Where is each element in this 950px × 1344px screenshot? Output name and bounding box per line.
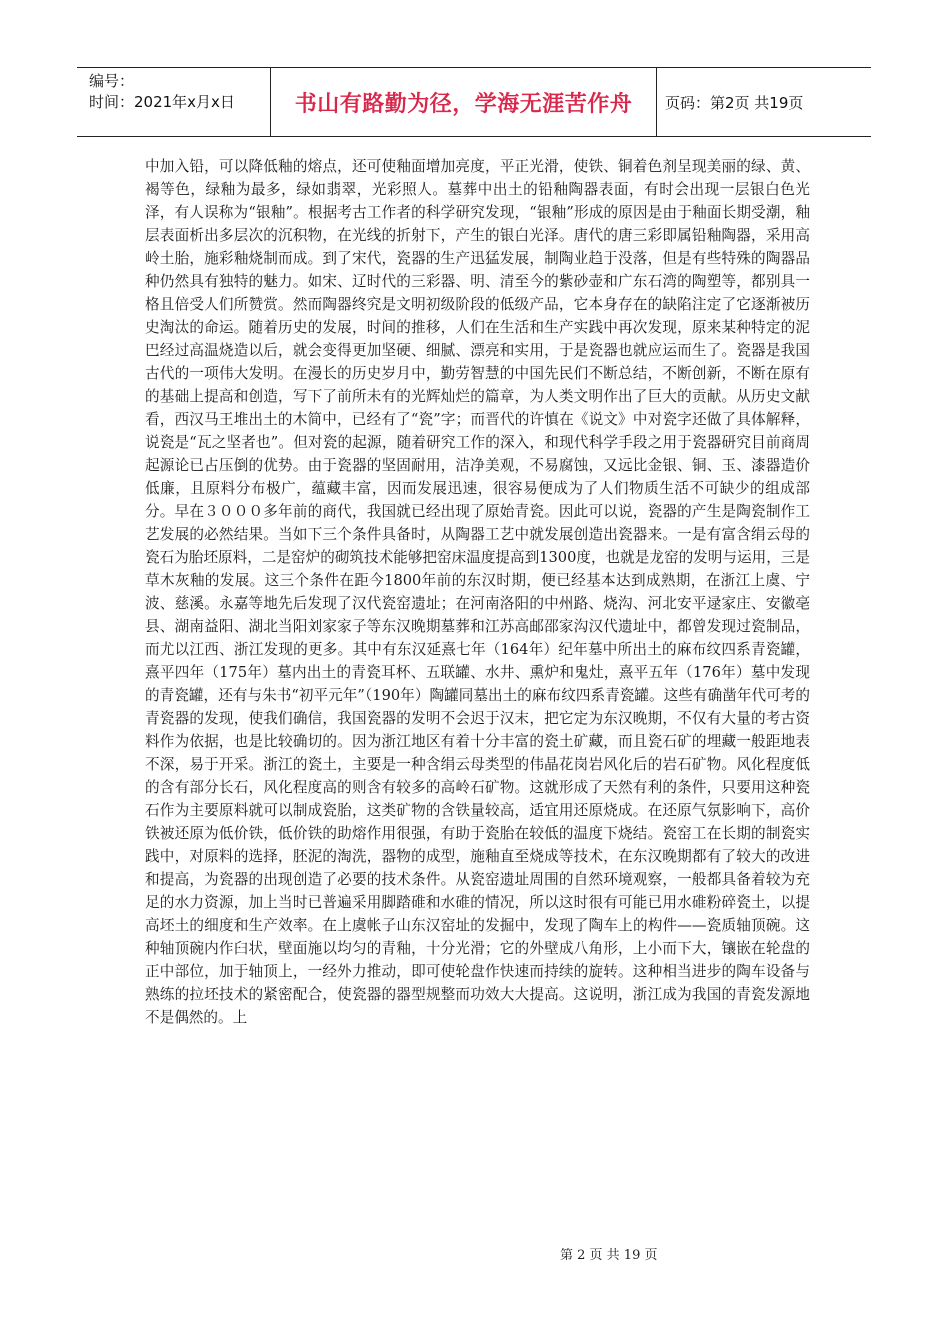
header-meta <box>77 68 271 136</box>
header-page-cell <box>657 68 871 136</box>
page-header <box>77 67 871 137</box>
header-motto-cell <box>271 68 657 136</box>
header-page-number: 页码：第2页 共19页 <box>665 93 804 112</box>
doc-number-label: 编号： <box>89 72 135 90</box>
doc-time-label: 时间：2021年x月x日 <box>89 93 235 111</box>
footer-page-number: 第 2 页 共 19 页 <box>560 1248 658 1263</box>
header-motto: 书山有路勤为径，学海无涯苦作舟 <box>294 91 633 117</box>
body-paragraph: 中加入铅，可以降低釉的熔点，还可使釉面增加亮度，平正光滑，使铁、铜着色剂呈现美丽的绿、黄、褐等色，绿釉为最多，绿如翡翠，光彩照人。墓葬中出土的铅釉陶器表面，有时会出现一层银白色光泽，有人误称为“银釉”。根据考古工作者的科学研究发现，“银釉”形成的原因是由于釉面长期受潮，釉层表面析出多层次的沉积物，在光线的折射下，产生的银白光泽。唐代的唐三彩即属铅釉陶器，采用高岭土胎，施彩釉烧制而成。到了宋代，瓷器的生产迅猛发展，制陶业趋于没落，但是有些特殊的陶器品种仍然具有独特的魅力。如宋、辽时代的三彩器、明、清至今的紫砂壶和广东石湾的陶塑等，都别具一格且倍受人们所赞赏。然而陶器终究是文明初级阶段的低级产品，它本身存在的缺陷注定了它逐渐被历史淘汰的命运。随着历史的发展，时间的推移，人们在生活和生产实践中再次发现，原来某种特定的泥巴经过高温烧造以后，就会变得更加坚硬、细腻、漂亮和实用，于是瓷器也就应运而生了。瓷器是我国古代的一项伟大发明。在漫长的历史岁月中，勤劳智慧的中国先民们不断总结，不断创新，不断在原有的基础上提高和创造，写下了前所未有的光辉灿烂的篇章，为人类文明作出了巨大的贡献。从历史文献看，西汉马王堆出土的木简中，已经有了“瓷”字；而晋代的许慎在《说文》中对瓷字还做了具体解释，说瓷是“瓦之坚者也”。但对瓷的起源，随着研究工作的深入，和现代科学手段之用于瓷器研究目前商周起源论已占压倒的优势。由于瓷器的坚固耐用，洁净美观，不易腐蚀，又远比金银、铜、玉、漆器造价低廉，且原料分布极广，蕴藏丰富，因而发展迅速，很容易便成为了人们物质生活不可缺少的组成部分。早在３０００多年前的商代，我国就已经出现了原始青瓷。因此可以说，瓷器的产生是陶瓷制作工艺发展的必然结果。当如下三个条件具备时，从陶器工艺中就发展创造出瓷器来。一是有富含绢云母的瓷石为胎坯原料，二是窑炉的砌筑技术能够把窑床温度提高到1300度，也就是龙窑的发明与运用，三是草木灰釉的发展。这三个条件在距今1800年前的东汉时期，便已经基本达到成熟期，在浙江上虞、宁波、慈溪。永嘉等地先后发现了汉代瓷窑遗址；在河南洛阳的中州路、烧沟、河北安平逯家庄、安徽亳县、湖南益阳、湖北当阳刘家家子等东汉晚期墓葬和江苏高邮邵家沟汉代遗址中，都曾发现过瓷制品，而尤以江西、浙江发现的更多。其中有东汉延熹七年（164年）纪年墓中所出土的麻布纹四系青瓷罐，熹平四年（175年）墓内出土的青瓷耳杯、五联罐、水井、熏炉和鬼灶，熹平五年（176年）墓中发现的青瓷罐，还有与朱书“初平元年”（190年）陶罐同墓出土的麻布纹四系青瓷罐。这些有确凿年代可考的青瓷器的发现，使我们确信，我国瓷器的发明不会迟于汉末，把它定为东汉晚期，不仅有大量的考古资料作为依据，也是比较确切的。因为浙江地区有着十分丰富的瓷土矿藏，而且瓷石矿的埋藏一般距地表不深，易于开采。浙江的瓷土，主要是一种含绢云母类型的伟晶花岗岩风化后的岩石矿物。风化程度低的含有部分长石，风化程度高的则含有较多的高岭石矿物。这就形成了天然有利的条件，只要用这种瓷石作为主要原料就可以制成瓷胎，这类矿物的含铁量较高，适宜用还原烧成。在还原气氛影响下，高价铁被还原为低价铁，低价铁的助熔作用很强，有助于瓷胎在较低的温度下烧结。瓷窑工在长期的制瓷实践中，对原料的选择，胚泥的淘洗，器物的成型，施釉直至烧成等技术，在东汉晚期都有了较大的改进和提高，为瓷器的出现创造了必要的技术条件。从瓷窑遗址周围的自然环境观察，一般都具备着较为充足的水力资源，加上当时已普遍采用脚踏碓和水碓的情况，所以这时很有可能已用水碓粉碎瓷土，以提高坯土的细度和生产效率。在上虞帐子山东汉窑址的发掘中，发现了陶车上的构件——瓷质轴顶碗。这种轴顶碗内作臼状，壁面施以均匀的青釉，十分光滑；它的外壁成八角形，上小而下大，镶嵌在轮盘的正中部位，加于轴顶上，一经外力推动，即可使轮盘作快速而持续的旋转。这种相当进步的陶车设备与熟练的拉坯技术的紧密配合，使瓷器的器型规整而功效大大提高。这说明，浙江成为我国的青瓷发源地不是偶然的。上 <box>145 158 810 1026</box>
